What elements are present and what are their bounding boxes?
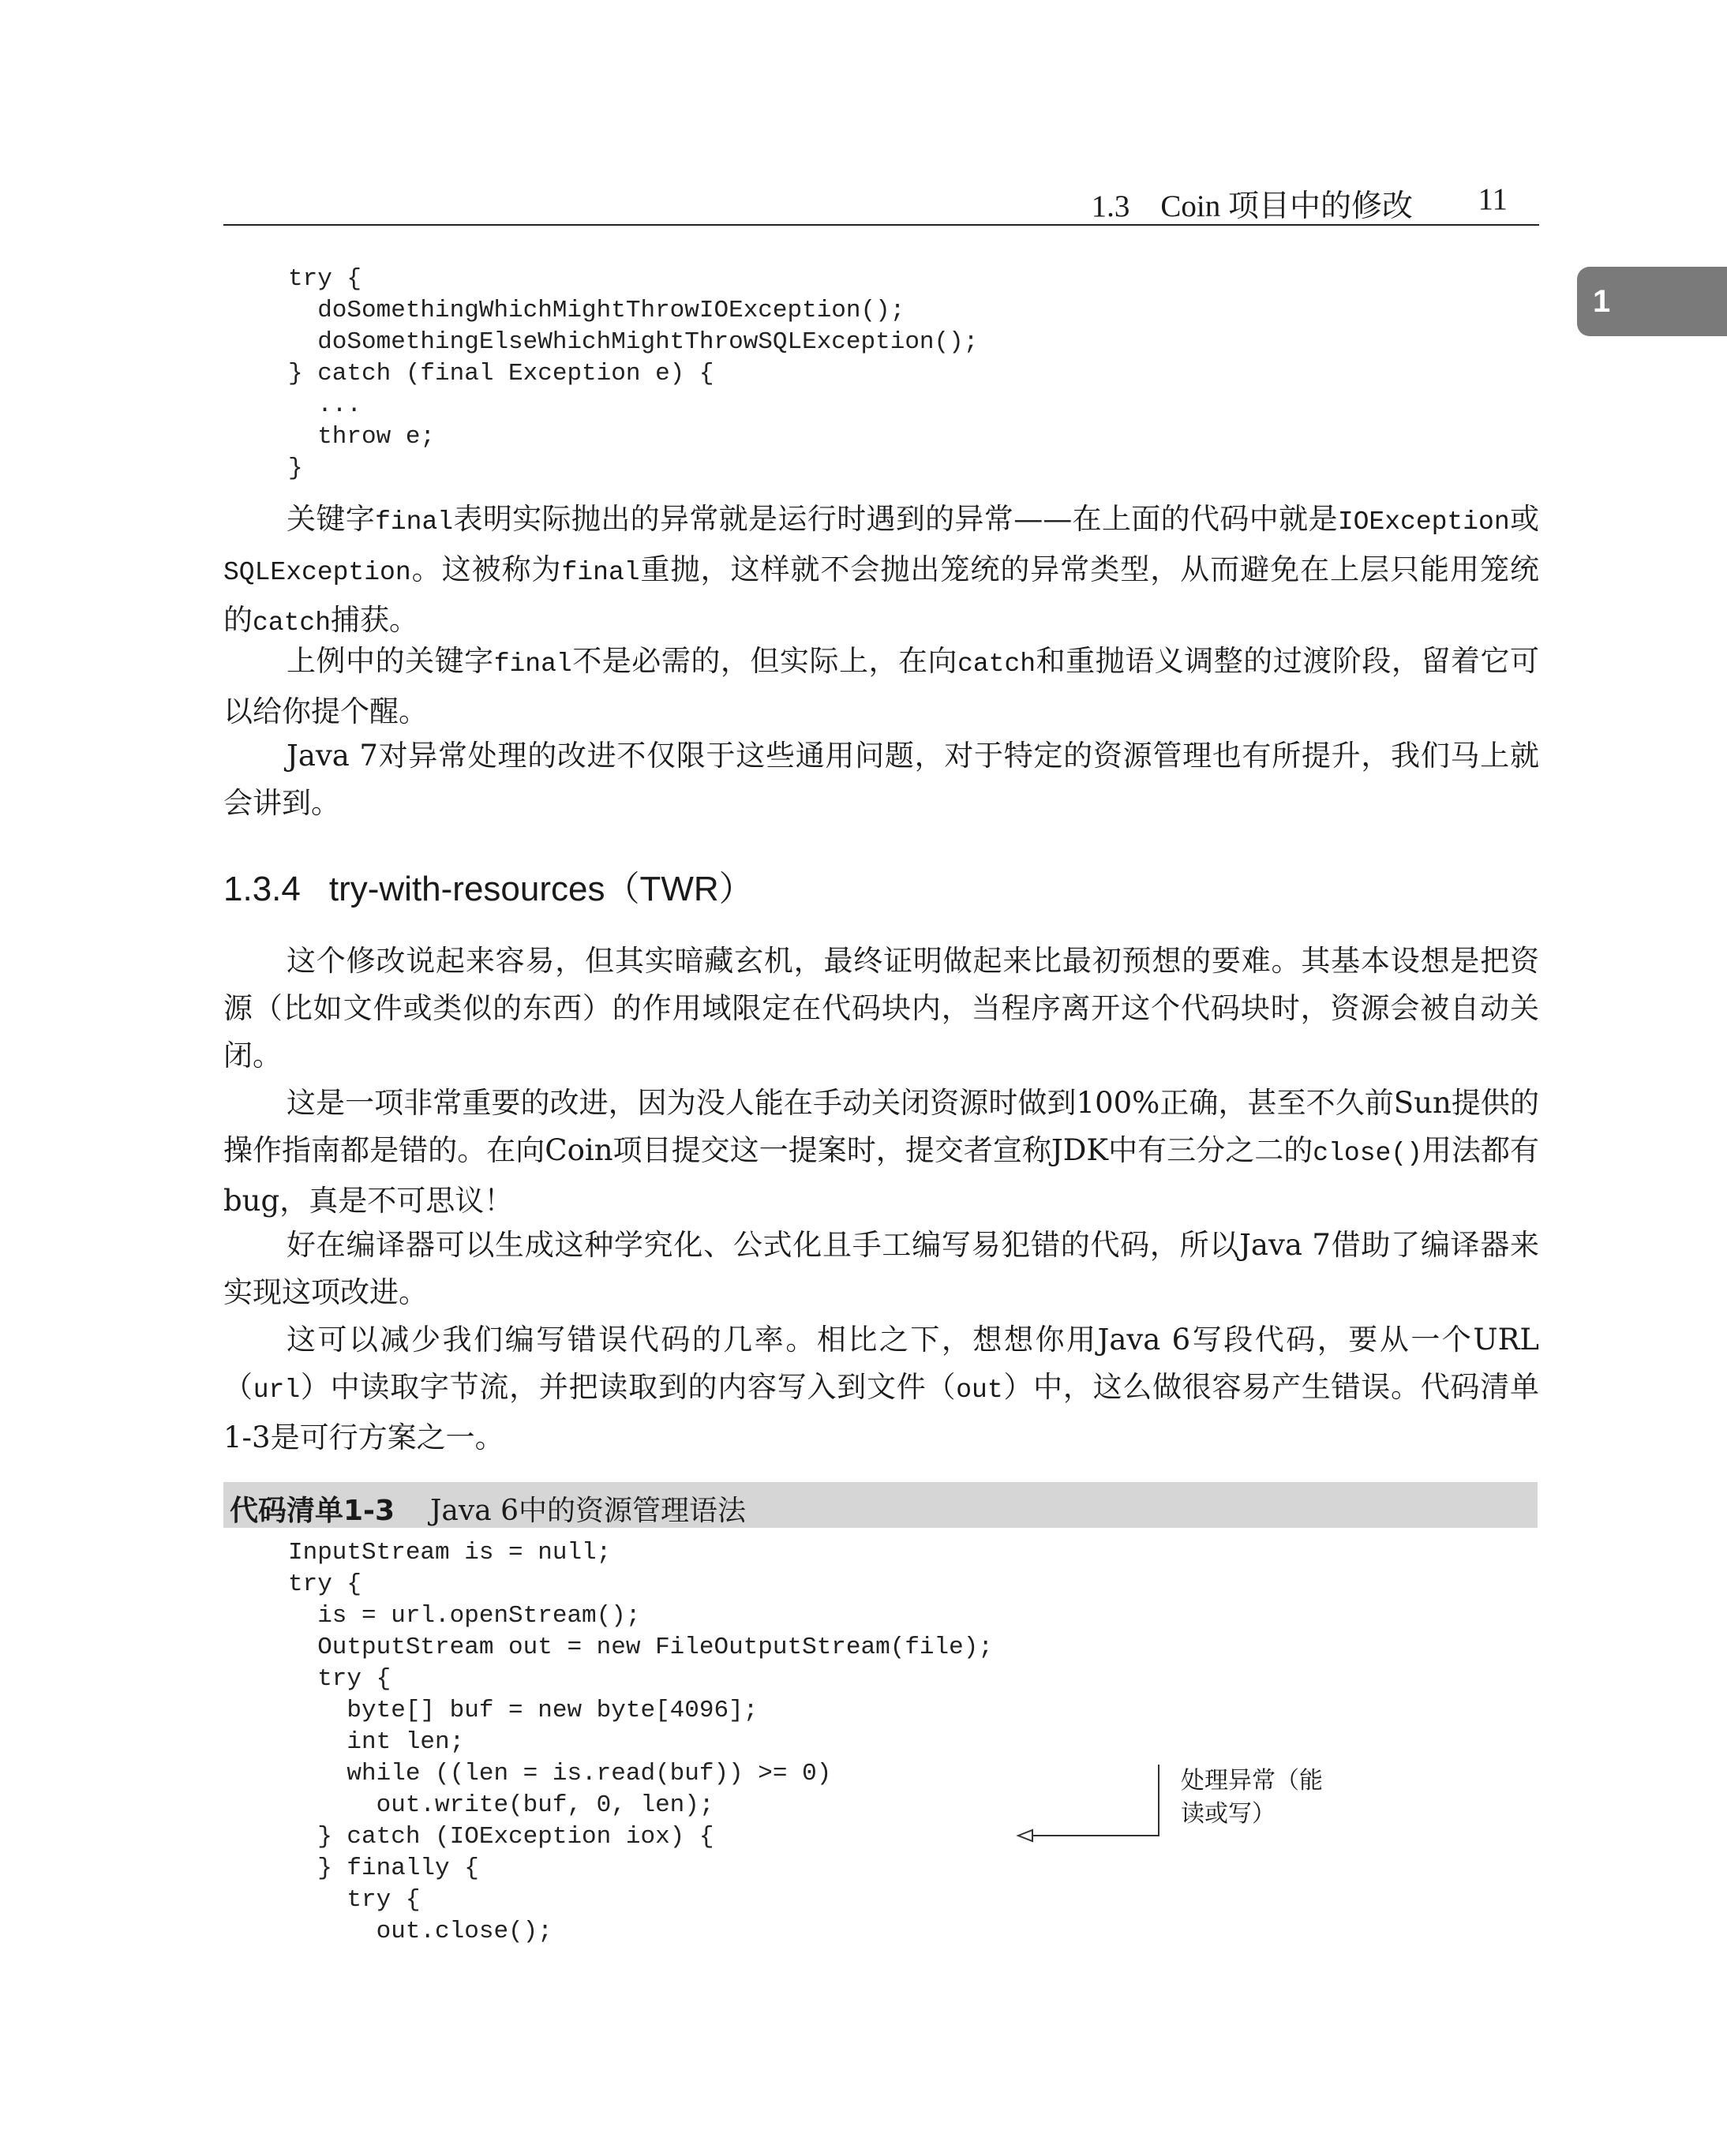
callout-arrow-icon	[1010, 1760, 1168, 1855]
inline-code: IOException	[1337, 507, 1510, 537]
paragraph-compiler: 好在编译器可以生成这种学究化、公式化且手工编写易犯错的代码，所以Java 7借助了编译器来实现这项改进。	[223, 1228, 1539, 1309]
section-title: try-with-resources（TWR）	[328, 870, 754, 908]
text-run: 用法都有bug，真是不可思议！	[223, 1133, 1540, 1218]
text-run: 上例中的关键字	[287, 644, 494, 678]
listing-label: 代码清单1-3	[230, 1495, 395, 1527]
header-section-title: 1.3 Coin 项目中的修改	[1091, 189, 1413, 223]
code-block-rethrow: try { doSomethingWhichMightThrowIOException(); doSomethingElseWhichMightThrowSQLException(); } catch (final Exception e) { ... throw e; }	[288, 265, 979, 482]
inline-code: SQLException	[223, 558, 411, 587]
text-run: 捕获。	[331, 603, 419, 637]
text-run: 关键字	[287, 502, 376, 536]
text-run: ）中读取字节流，并把读取到的内容写入到文件（	[300, 1370, 957, 1404]
text-run: ）中，这么做很容易产生错误。代码清单1-3是可行方案之一。	[223, 1370, 1540, 1454]
paragraph-java6-example	[223, 1316, 1539, 1462]
section-heading	[223, 860, 754, 911]
text-run: 不是必需的，但实际上，在向	[571, 644, 958, 678]
paragraph-final-rethrow	[223, 496, 1539, 647]
chapter-tab: 1	[1577, 267, 1727, 336]
text-run: 。这被称为	[410, 552, 562, 586]
paragraph-final-optional	[223, 638, 1539, 736]
inline-code: close()	[1313, 1139, 1422, 1168]
text-run: 这是一项非常重要的改进，因为没人能在手动关闭资源时做到100%正确，甚至不久前Sun提供的操作指南都是错的。在向Coin项目提交这一提案时，提交者宣称JDK中有三分之二的	[223, 1086, 1539, 1167]
paragraph-importance	[223, 1080, 1539, 1225]
inline-code: final	[493, 649, 572, 679]
inline-code: final	[561, 558, 640, 587]
inline-code: catch	[957, 649, 1036, 679]
listing-title: Java 6中的资源管理语法	[430, 1495, 747, 1527]
inline-code: out	[956, 1376, 1003, 1405]
inline-code: catch	[253, 608, 332, 638]
listing-caption	[223, 1482, 1538, 1528]
text-run: 或	[1509, 502, 1540, 536]
text-run: 表明实际抛出的异常就是运行时遇到的异常——在上面的代码中就是	[453, 502, 1338, 536]
section-number: 1.3.4	[223, 870, 301, 908]
text-run: 和重抛语义调整的过渡阶段，留着它可以给你提个醒。	[223, 644, 1540, 728]
inline-code: url	[253, 1376, 301, 1405]
text-run: 这可以减少我们编写错误代码的几率。相比之下，想想你用Java 6写段代码，要从一个URL（	[223, 1323, 1539, 1404]
paragraph-twr-intro: 这个修改说起来容易，但其实暗藏玄机，最终证明做起来比最初预想的要难。其基本设想是把资源（比如文件或类似的东西）的作用域限定在代码块内，当程序离开这个代码块时，资源会被自动关闭。	[223, 944, 1539, 1072]
text-run: 重抛，这样就不会抛出笼统的异常类型，从而避免在上层只能用笼统的	[223, 552, 1540, 637]
page-number: 11	[1478, 182, 1508, 216]
paragraph-java7-improvements: Java 7对异常处理的改进不仅限于这些通用问题，对于特定的资源管理也有所提升，我们马上就会讲到。	[223, 739, 1539, 820]
code-annotation: 处理异常（能读或写）	[1181, 1767, 1323, 1828]
running-header	[223, 177, 1539, 226]
code-listing-1-3: InputStream is = null; try { is = url.openStream(); OutputStream out = new FileOutputStream(file); try { byte[] buf = new byte[4096]; int len; while ((len = is.read(buf)) >= 0) out.write(buf, 0, len); } catch (IOException iox) { } finally { try { out.close();	[288, 1539, 993, 1945]
inline-code: final	[375, 507, 454, 537]
